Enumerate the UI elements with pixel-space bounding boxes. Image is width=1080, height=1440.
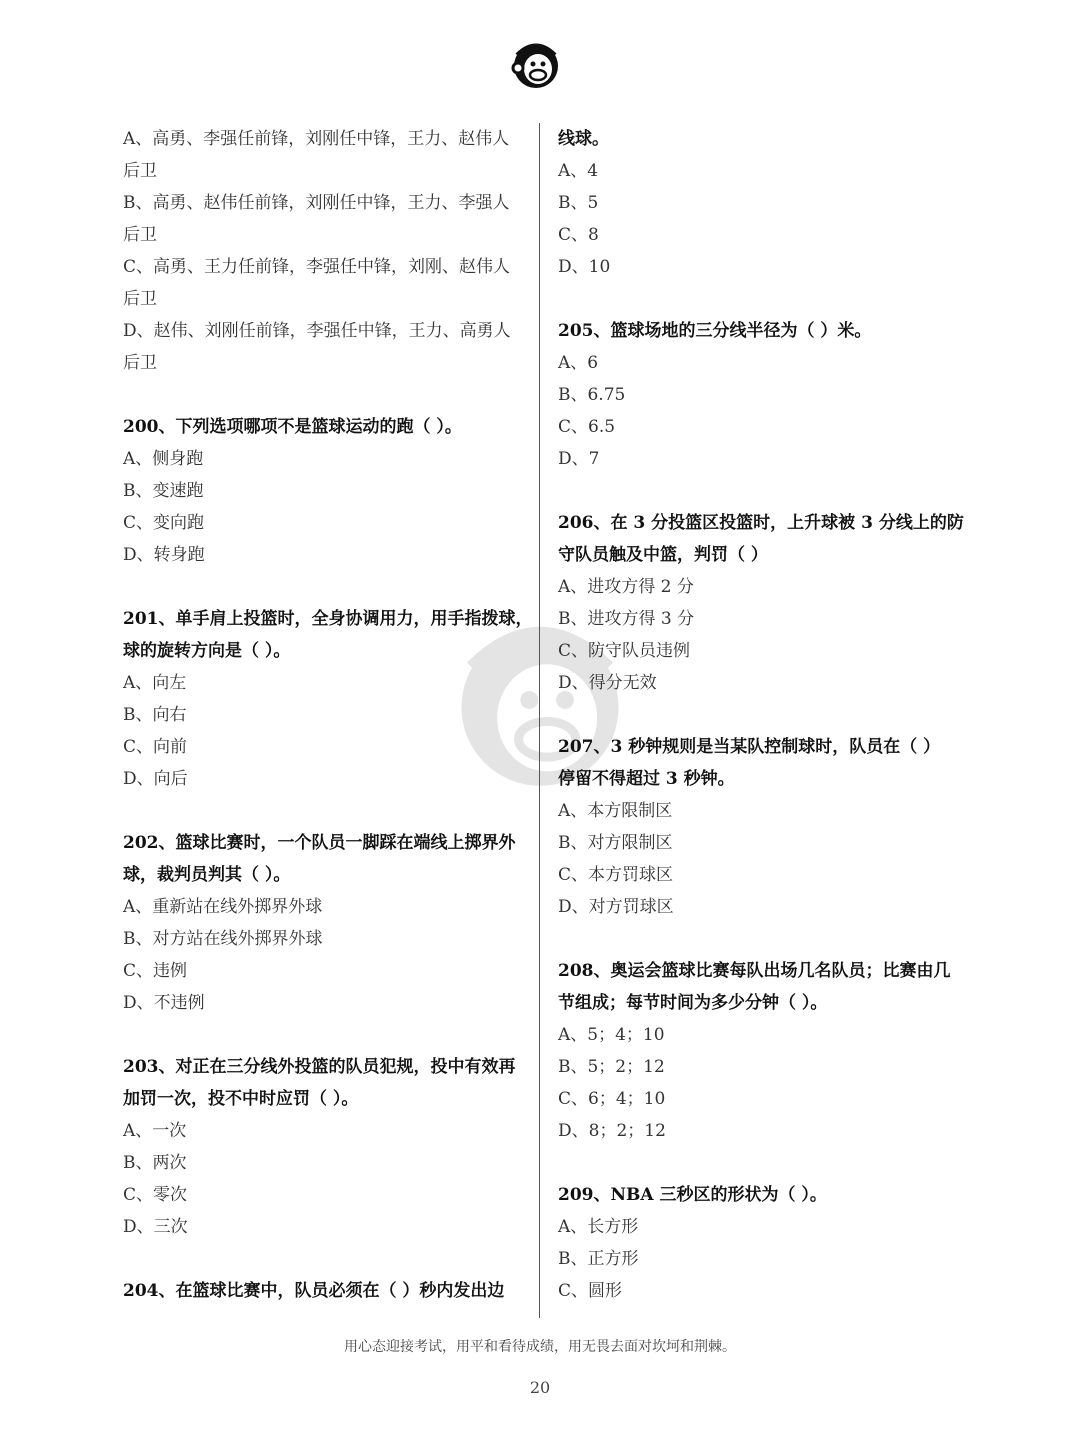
- q205-option-c: C、6.5: [558, 417, 616, 437]
- q199-option-d: D、赵伟、刘刚任前锋，李强任中锋，王力、高勇人: [123, 321, 511, 341]
- q206-option-d: D、得分无效: [558, 673, 657, 693]
- column-divider: [539, 123, 540, 1318]
- q201-option-b: B、向右: [123, 705, 187, 725]
- q203-question-line1: 203、对正在三分线外投篮的队员犯规，投中有效再: [123, 1057, 516, 1077]
- q203-question-line2: 加罚一次，投不中时应罚（ ）。: [123, 1089, 359, 1109]
- q202-question-line1: 202、篮球比赛时，一个队员一脚踩在端线上掷界外: [123, 833, 516, 853]
- q199-option-b-cont: 后卫: [123, 225, 157, 245]
- q201-option-d: D、向后: [123, 769, 188, 789]
- q201-option-c: C、向前: [123, 737, 188, 757]
- q201-question-line2: 球的旋转方向是（ ）。: [123, 641, 291, 661]
- q200-option-c: C、变向跑: [123, 513, 205, 533]
- q209-option-a: A、长方形: [558, 1217, 639, 1237]
- q208-question-line1: 208、奥运会篮球比赛每队出场几名队员；比赛由几: [558, 961, 951, 981]
- q203-option-d: D、三次: [123, 1217, 188, 1237]
- q200-option-b: B、变速跑: [123, 481, 204, 501]
- q200-option-d: D、转身跑: [123, 545, 205, 565]
- q205-question: 205、篮球场地的三分线半径为（ ）米。: [558, 321, 872, 341]
- q209-option-b: B、正方形: [558, 1249, 639, 1269]
- q208-option-c: C、6；4；10: [558, 1089, 666, 1109]
- q207-option-a: A、本方限制区: [558, 801, 673, 821]
- right-column: [558, 123, 978, 1307]
- q203-option-b: B、两次: [123, 1153, 187, 1173]
- q209-option-c: C、圆形: [558, 1281, 623, 1301]
- footer-motto: 用心态迎接考试，用平和看待成绩，用无畏去面对坎坷和荆棘。: [344, 1339, 736, 1355]
- q206-question-line2: 守队员触及中篮，判罚（ ）: [558, 545, 768, 565]
- q199-option-b: B、高勇、赵伟任前锋，刘刚任中锋，王力、李强人: [123, 193, 510, 213]
- q202-option-c: C、违例: [123, 961, 188, 981]
- monkey-logo-icon: [508, 36, 564, 92]
- q202-option-d: D、不违例: [123, 993, 205, 1013]
- q207-question-line1: 207、3 秒钟规则是当某队控制球时，队员在（ ）: [558, 737, 941, 757]
- q208-option-a: A、5；4；10: [558, 1025, 665, 1045]
- q202-option-a: A、重新站在线外掷界外球: [123, 897, 323, 917]
- q200-option-a: A、侧身跑: [123, 449, 204, 469]
- q207-option-d: D、对方罚球区: [558, 897, 674, 917]
- q199-option-a: A、高勇、李强任前锋，刘刚任中锋，王力、赵伟人: [123, 129, 510, 149]
- q199-option-d-cont: 后卫: [123, 353, 157, 373]
- q199-option-c: C、高勇、王力任前锋，李强任中锋，刘刚、赵伟人: [123, 257, 511, 277]
- q204-question-end: 线球。: [558, 129, 609, 149]
- q207-question-line2: 停留不得超过 3 秒钟。: [558, 769, 735, 789]
- q207-option-b: B、对方限制区: [558, 833, 673, 853]
- q205-option-d: D、7: [558, 449, 600, 469]
- q203-option-c: C、零次: [123, 1185, 188, 1205]
- q208-question-line2: 节组成；每节时间为多少分钟（ ）。: [558, 993, 828, 1013]
- q204-option-d: D、10: [558, 257, 611, 277]
- q208-option-b: B、5；2；12: [558, 1057, 665, 1077]
- q205-option-a: A、6: [558, 353, 599, 373]
- q209-question: 209、NBA 三秒区的形状为（ ）。: [558, 1185, 827, 1205]
- q204-option-b: B、5: [558, 193, 599, 213]
- q200-question: 200、下列选项哪项不是篮球运动的跑（ ）。: [123, 417, 462, 437]
- q208-option-d: D、8；2；12: [558, 1121, 666, 1141]
- q201-option-a: A、向左: [123, 673, 187, 693]
- q206-option-b: B、进攻方得 3 分: [558, 609, 695, 629]
- q204-question-start: 204、在篮球比赛中，队员必须在（ ）秒内发出边: [123, 1281, 505, 1301]
- q206-option-c: C、防守队员违例: [558, 641, 691, 661]
- q203-option-a: A、一次: [123, 1121, 187, 1141]
- q207-option-c: C、本方罚球区: [558, 865, 674, 885]
- left-column: [123, 123, 533, 1307]
- q204-option-c: C、8: [558, 225, 599, 245]
- q201-question-line1: 201、单手肩上投篮时，全身协调用力，用手指拨球，: [123, 609, 533, 629]
- q205-option-b: B、6.75: [558, 385, 626, 405]
- q199-option-c-cont: 后卫: [123, 289, 157, 309]
- q204-option-a: A、4: [558, 161, 599, 181]
- page-number: 20: [529, 1378, 551, 1397]
- q199-option-a-cont: 后卫: [123, 161, 157, 181]
- q202-option-b: B、对方站在线外掷界外球: [123, 929, 323, 949]
- q202-question-line2: 球，裁判员判其（ ）。: [123, 865, 291, 885]
- q206-option-a: A、进攻方得 2 分: [558, 577, 694, 597]
- q206-question-line1: 206、在 3 分投篮区投篮时，上升球被 3 分线上的防: [558, 513, 964, 533]
